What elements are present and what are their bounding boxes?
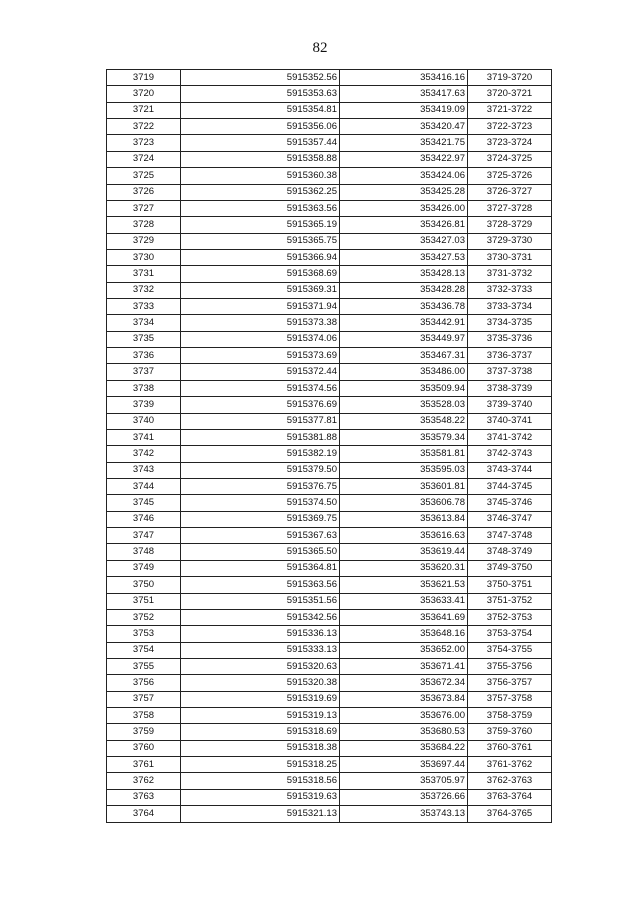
segment-cell: 3726-3727 xyxy=(468,184,552,200)
y-coordinate-cell: 353671.41 xyxy=(340,658,468,674)
y-coordinate-cell: 353652.00 xyxy=(340,642,468,658)
segment-cell: 3756-3757 xyxy=(468,675,552,691)
point-id-cell: 3724 xyxy=(107,151,181,167)
segment-cell: 3754-3755 xyxy=(468,642,552,658)
point-id-cell: 3722 xyxy=(107,119,181,135)
x-coordinate-cell: 5915318.38 xyxy=(181,740,340,756)
segment-cell: 3752-3753 xyxy=(468,609,552,625)
table-row xyxy=(107,119,552,135)
table-row xyxy=(107,577,552,593)
segment-cell: 3747-3748 xyxy=(468,528,552,544)
table-row xyxy=(107,70,552,86)
point-id-cell: 3738 xyxy=(107,380,181,396)
y-coordinate-cell: 353528.03 xyxy=(340,397,468,413)
table-row xyxy=(107,429,552,445)
table-row xyxy=(107,544,552,560)
table-row xyxy=(107,511,552,527)
table-row xyxy=(107,184,552,200)
point-id-cell: 3745 xyxy=(107,495,181,511)
segment-cell: 3760-3761 xyxy=(468,740,552,756)
point-id-cell: 3735 xyxy=(107,331,181,347)
y-coordinate-cell: 353641.69 xyxy=(340,609,468,625)
x-coordinate-cell: 5915373.69 xyxy=(181,348,340,364)
table-row xyxy=(107,380,552,396)
x-coordinate-cell: 5915357.44 xyxy=(181,135,340,151)
point-id-cell: 3729 xyxy=(107,233,181,249)
y-coordinate-cell: 353427.03 xyxy=(340,233,468,249)
point-id-cell: 3728 xyxy=(107,217,181,233)
point-id-cell: 3736 xyxy=(107,348,181,364)
segment-cell: 3725-3726 xyxy=(468,168,552,184)
y-coordinate-cell: 353620.31 xyxy=(340,560,468,576)
segment-cell: 3740-3741 xyxy=(468,413,552,429)
page-number: 82 xyxy=(312,40,328,56)
x-coordinate-cell: 5915362.25 xyxy=(181,184,340,200)
table-row xyxy=(107,462,552,478)
y-coordinate-cell: 353673.84 xyxy=(340,691,468,707)
point-id-cell: 3752 xyxy=(107,609,181,625)
y-coordinate-cell: 353419.09 xyxy=(340,102,468,118)
segment-cell: 3737-3738 xyxy=(468,364,552,380)
table-row xyxy=(107,708,552,724)
x-coordinate-cell: 5915371.94 xyxy=(181,299,340,315)
y-coordinate-cell: 353416.16 xyxy=(340,70,468,86)
x-coordinate-cell: 5915319.69 xyxy=(181,691,340,707)
y-coordinate-cell: 353684.22 xyxy=(340,740,468,756)
y-coordinate-cell: 353426.81 xyxy=(340,217,468,233)
x-coordinate-cell: 5915365.50 xyxy=(181,544,340,560)
table-row xyxy=(107,757,552,773)
segment-cell: 3749-3750 xyxy=(468,560,552,576)
y-coordinate-cell: 353648.16 xyxy=(340,626,468,642)
segment-cell: 3727-3728 xyxy=(468,200,552,216)
x-coordinate-cell: 5915363.56 xyxy=(181,577,340,593)
segment-cell: 3742-3743 xyxy=(468,446,552,462)
y-coordinate-cell: 353672.34 xyxy=(340,675,468,691)
segment-cell: 3744-3745 xyxy=(468,478,552,494)
y-coordinate-cell: 353579.34 xyxy=(340,429,468,445)
segment-cell: 3755-3756 xyxy=(468,658,552,674)
point-id-cell: 3725 xyxy=(107,168,181,184)
segment-cell: 3720-3721 xyxy=(468,86,552,102)
segment-cell: 3739-3740 xyxy=(468,397,552,413)
point-id-cell: 3742 xyxy=(107,446,181,462)
table-row xyxy=(107,789,552,805)
segment-cell: 3721-3722 xyxy=(468,102,552,118)
table-row xyxy=(107,249,552,265)
table-row xyxy=(107,151,552,167)
x-coordinate-cell: 5915363.56 xyxy=(181,200,340,216)
point-id-cell: 3763 xyxy=(107,789,181,805)
y-coordinate-cell: 353548.22 xyxy=(340,413,468,429)
point-id-cell: 3726 xyxy=(107,184,181,200)
segment-cell: 3724-3725 xyxy=(468,151,552,167)
x-coordinate-cell: 5915354.81 xyxy=(181,102,340,118)
y-coordinate-cell: 353436.78 xyxy=(340,299,468,315)
segment-cell: 3730-3731 xyxy=(468,249,552,265)
y-coordinate-cell: 353726.66 xyxy=(340,789,468,805)
x-coordinate-cell: 5915356.06 xyxy=(181,119,340,135)
point-id-cell: 3748 xyxy=(107,544,181,560)
y-coordinate-cell: 353676.00 xyxy=(340,708,468,724)
coordinates-table-body xyxy=(107,70,552,823)
segment-cell: 3741-3742 xyxy=(468,429,552,445)
table-row xyxy=(107,135,552,151)
table-row xyxy=(107,364,552,380)
point-id-cell: 3756 xyxy=(107,675,181,691)
x-coordinate-cell: 5915318.25 xyxy=(181,757,340,773)
y-coordinate-cell: 353613.84 xyxy=(340,511,468,527)
y-coordinate-cell: 353467.31 xyxy=(340,348,468,364)
y-coordinate-cell: 353425.28 xyxy=(340,184,468,200)
x-coordinate-cell: 5915351.56 xyxy=(181,593,340,609)
segment-cell: 3736-3737 xyxy=(468,348,552,364)
table-row xyxy=(107,282,552,298)
point-id-cell: 3720 xyxy=(107,86,181,102)
y-coordinate-cell: 353680.53 xyxy=(340,724,468,740)
segment-cell: 3763-3764 xyxy=(468,789,552,805)
point-id-cell: 3746 xyxy=(107,511,181,527)
x-coordinate-cell: 5915320.38 xyxy=(181,675,340,691)
segment-cell: 3722-3723 xyxy=(468,119,552,135)
x-coordinate-cell: 5915360.38 xyxy=(181,168,340,184)
table-row xyxy=(107,675,552,691)
coordinates-table xyxy=(106,69,552,823)
table-row xyxy=(107,446,552,462)
y-coordinate-cell: 353428.13 xyxy=(340,266,468,282)
x-coordinate-cell: 5915320.63 xyxy=(181,658,340,674)
table-row xyxy=(107,86,552,102)
x-coordinate-cell: 5915353.63 xyxy=(181,86,340,102)
table-row xyxy=(107,266,552,282)
x-coordinate-cell: 5915374.56 xyxy=(181,380,340,396)
table-row xyxy=(107,348,552,364)
x-coordinate-cell: 5915319.63 xyxy=(181,789,340,805)
x-coordinate-cell: 5915333.13 xyxy=(181,642,340,658)
table-row xyxy=(107,724,552,740)
y-coordinate-cell: 353427.53 xyxy=(340,249,468,265)
point-id-cell: 3740 xyxy=(107,413,181,429)
table-row xyxy=(107,626,552,642)
table-row xyxy=(107,413,552,429)
table-row xyxy=(107,331,552,347)
table-row xyxy=(107,299,552,315)
point-id-cell: 3727 xyxy=(107,200,181,216)
y-coordinate-cell: 353442.91 xyxy=(340,315,468,331)
point-id-cell: 3737 xyxy=(107,364,181,380)
y-coordinate-cell: 353426.00 xyxy=(340,200,468,216)
y-coordinate-cell: 353424.06 xyxy=(340,168,468,184)
point-id-cell: 3760 xyxy=(107,740,181,756)
x-coordinate-cell: 5915319.13 xyxy=(181,708,340,724)
segment-cell: 3738-3739 xyxy=(468,380,552,396)
x-coordinate-cell: 5915367.63 xyxy=(181,528,340,544)
point-id-cell: 3743 xyxy=(107,462,181,478)
table-row xyxy=(107,478,552,494)
y-coordinate-cell: 353619.44 xyxy=(340,544,468,560)
x-coordinate-cell: 5915376.75 xyxy=(181,478,340,494)
point-id-cell: 3747 xyxy=(107,528,181,544)
point-id-cell: 3759 xyxy=(107,724,181,740)
x-coordinate-cell: 5915366.94 xyxy=(181,249,340,265)
segment-cell: 3732-3733 xyxy=(468,282,552,298)
segment-cell: 3762-3763 xyxy=(468,773,552,789)
table-row xyxy=(107,691,552,707)
segment-cell: 3729-3730 xyxy=(468,233,552,249)
y-coordinate-cell: 353743.13 xyxy=(340,806,468,822)
table-row xyxy=(107,495,552,511)
table-row xyxy=(107,217,552,233)
segment-cell: 3719-3720 xyxy=(468,70,552,86)
y-coordinate-cell: 353422.97 xyxy=(340,151,468,167)
point-id-cell: 3755 xyxy=(107,658,181,674)
point-id-cell: 3762 xyxy=(107,773,181,789)
x-coordinate-cell: 5915376.69 xyxy=(181,397,340,413)
segment-cell: 3758-3759 xyxy=(468,708,552,724)
y-coordinate-cell: 353421.75 xyxy=(340,135,468,151)
y-coordinate-cell: 353621.53 xyxy=(340,577,468,593)
y-coordinate-cell: 353697.44 xyxy=(340,757,468,773)
segment-cell: 3746-3747 xyxy=(468,511,552,527)
segment-cell: 3753-3754 xyxy=(468,626,552,642)
table-row xyxy=(107,806,552,822)
table-row xyxy=(107,315,552,331)
segment-cell: 3761-3762 xyxy=(468,757,552,773)
x-coordinate-cell: 5915382.19 xyxy=(181,446,340,462)
segment-cell: 3731-3732 xyxy=(468,266,552,282)
point-id-cell: 3741 xyxy=(107,429,181,445)
segment-cell: 3728-3729 xyxy=(468,217,552,233)
segment-cell: 3734-3735 xyxy=(468,315,552,331)
point-id-cell: 3719 xyxy=(107,70,181,86)
x-coordinate-cell: 5915321.13 xyxy=(181,806,340,822)
point-id-cell: 3761 xyxy=(107,757,181,773)
y-coordinate-cell: 353420.47 xyxy=(340,119,468,135)
segment-cell: 3759-3760 xyxy=(468,724,552,740)
y-coordinate-cell: 353595.03 xyxy=(340,462,468,478)
x-coordinate-cell: 5915342.56 xyxy=(181,609,340,625)
segment-cell: 3735-3736 xyxy=(468,331,552,347)
y-coordinate-cell: 353606.78 xyxy=(340,495,468,511)
segment-cell: 3757-3758 xyxy=(468,691,552,707)
x-coordinate-cell: 5915368.69 xyxy=(181,266,340,282)
y-coordinate-cell: 353616.63 xyxy=(340,528,468,544)
x-coordinate-cell: 5915365.19 xyxy=(181,217,340,233)
x-coordinate-cell: 5915364.81 xyxy=(181,560,340,576)
segment-cell: 3723-3724 xyxy=(468,135,552,151)
table-row xyxy=(107,528,552,544)
x-coordinate-cell: 5915372.44 xyxy=(181,364,340,380)
table-row xyxy=(107,200,552,216)
x-coordinate-cell: 5915336.13 xyxy=(181,626,340,642)
segment-cell: 3764-3765 xyxy=(468,806,552,822)
y-coordinate-cell: 353633.41 xyxy=(340,593,468,609)
x-coordinate-cell: 5915379.50 xyxy=(181,462,340,478)
point-id-cell: 3758 xyxy=(107,708,181,724)
point-id-cell: 3750 xyxy=(107,577,181,593)
point-id-cell: 3757 xyxy=(107,691,181,707)
table-row xyxy=(107,642,552,658)
point-id-cell: 3739 xyxy=(107,397,181,413)
y-coordinate-cell: 353705.97 xyxy=(340,773,468,789)
table-row xyxy=(107,168,552,184)
point-id-cell: 3753 xyxy=(107,626,181,642)
x-coordinate-cell: 5915377.81 xyxy=(181,413,340,429)
point-id-cell: 3721 xyxy=(107,102,181,118)
table-row xyxy=(107,740,552,756)
segment-cell: 3751-3752 xyxy=(468,593,552,609)
segment-cell: 3745-3746 xyxy=(468,495,552,511)
x-coordinate-cell: 5915374.50 xyxy=(181,495,340,511)
table-row xyxy=(107,773,552,789)
x-coordinate-cell: 5915318.69 xyxy=(181,724,340,740)
table-row xyxy=(107,102,552,118)
y-coordinate-cell: 353417.63 xyxy=(340,86,468,102)
y-coordinate-cell: 353601.81 xyxy=(340,478,468,494)
point-id-cell: 3754 xyxy=(107,642,181,658)
point-id-cell: 3734 xyxy=(107,315,181,331)
segment-cell: 3748-3749 xyxy=(468,544,552,560)
table-row xyxy=(107,593,552,609)
y-coordinate-cell: 353581.81 xyxy=(340,446,468,462)
segment-cell: 3750-3751 xyxy=(468,577,552,593)
table-row xyxy=(107,658,552,674)
x-coordinate-cell: 5915369.75 xyxy=(181,511,340,527)
segment-cell: 3743-3744 xyxy=(468,462,552,478)
y-coordinate-cell: 353486.00 xyxy=(340,364,468,380)
point-id-cell: 3749 xyxy=(107,560,181,576)
x-coordinate-cell: 5915374.06 xyxy=(181,331,340,347)
point-id-cell: 3731 xyxy=(107,266,181,282)
point-id-cell: 3751 xyxy=(107,593,181,609)
segment-cell: 3733-3734 xyxy=(468,299,552,315)
table-row xyxy=(107,560,552,576)
table-row xyxy=(107,233,552,249)
point-id-cell: 3730 xyxy=(107,249,181,265)
x-coordinate-cell: 5915365.75 xyxy=(181,233,340,249)
y-coordinate-cell: 353509.94 xyxy=(340,380,468,396)
point-id-cell: 3764 xyxy=(107,806,181,822)
table-row xyxy=(107,609,552,625)
point-id-cell: 3723 xyxy=(107,135,181,151)
point-id-cell: 3733 xyxy=(107,299,181,315)
x-coordinate-cell: 5915358.88 xyxy=(181,151,340,167)
point-id-cell: 3732 xyxy=(107,282,181,298)
x-coordinate-cell: 5915369.31 xyxy=(181,282,340,298)
x-coordinate-cell: 5915318.56 xyxy=(181,773,340,789)
x-coordinate-cell: 5915373.38 xyxy=(181,315,340,331)
table-row xyxy=(107,397,552,413)
x-coordinate-cell: 5915381.88 xyxy=(181,429,340,445)
y-coordinate-cell: 353449.97 xyxy=(340,331,468,347)
point-id-cell: 3744 xyxy=(107,478,181,494)
y-coordinate-cell: 353428.28 xyxy=(340,282,468,298)
x-coordinate-cell: 5915352.56 xyxy=(181,70,340,86)
